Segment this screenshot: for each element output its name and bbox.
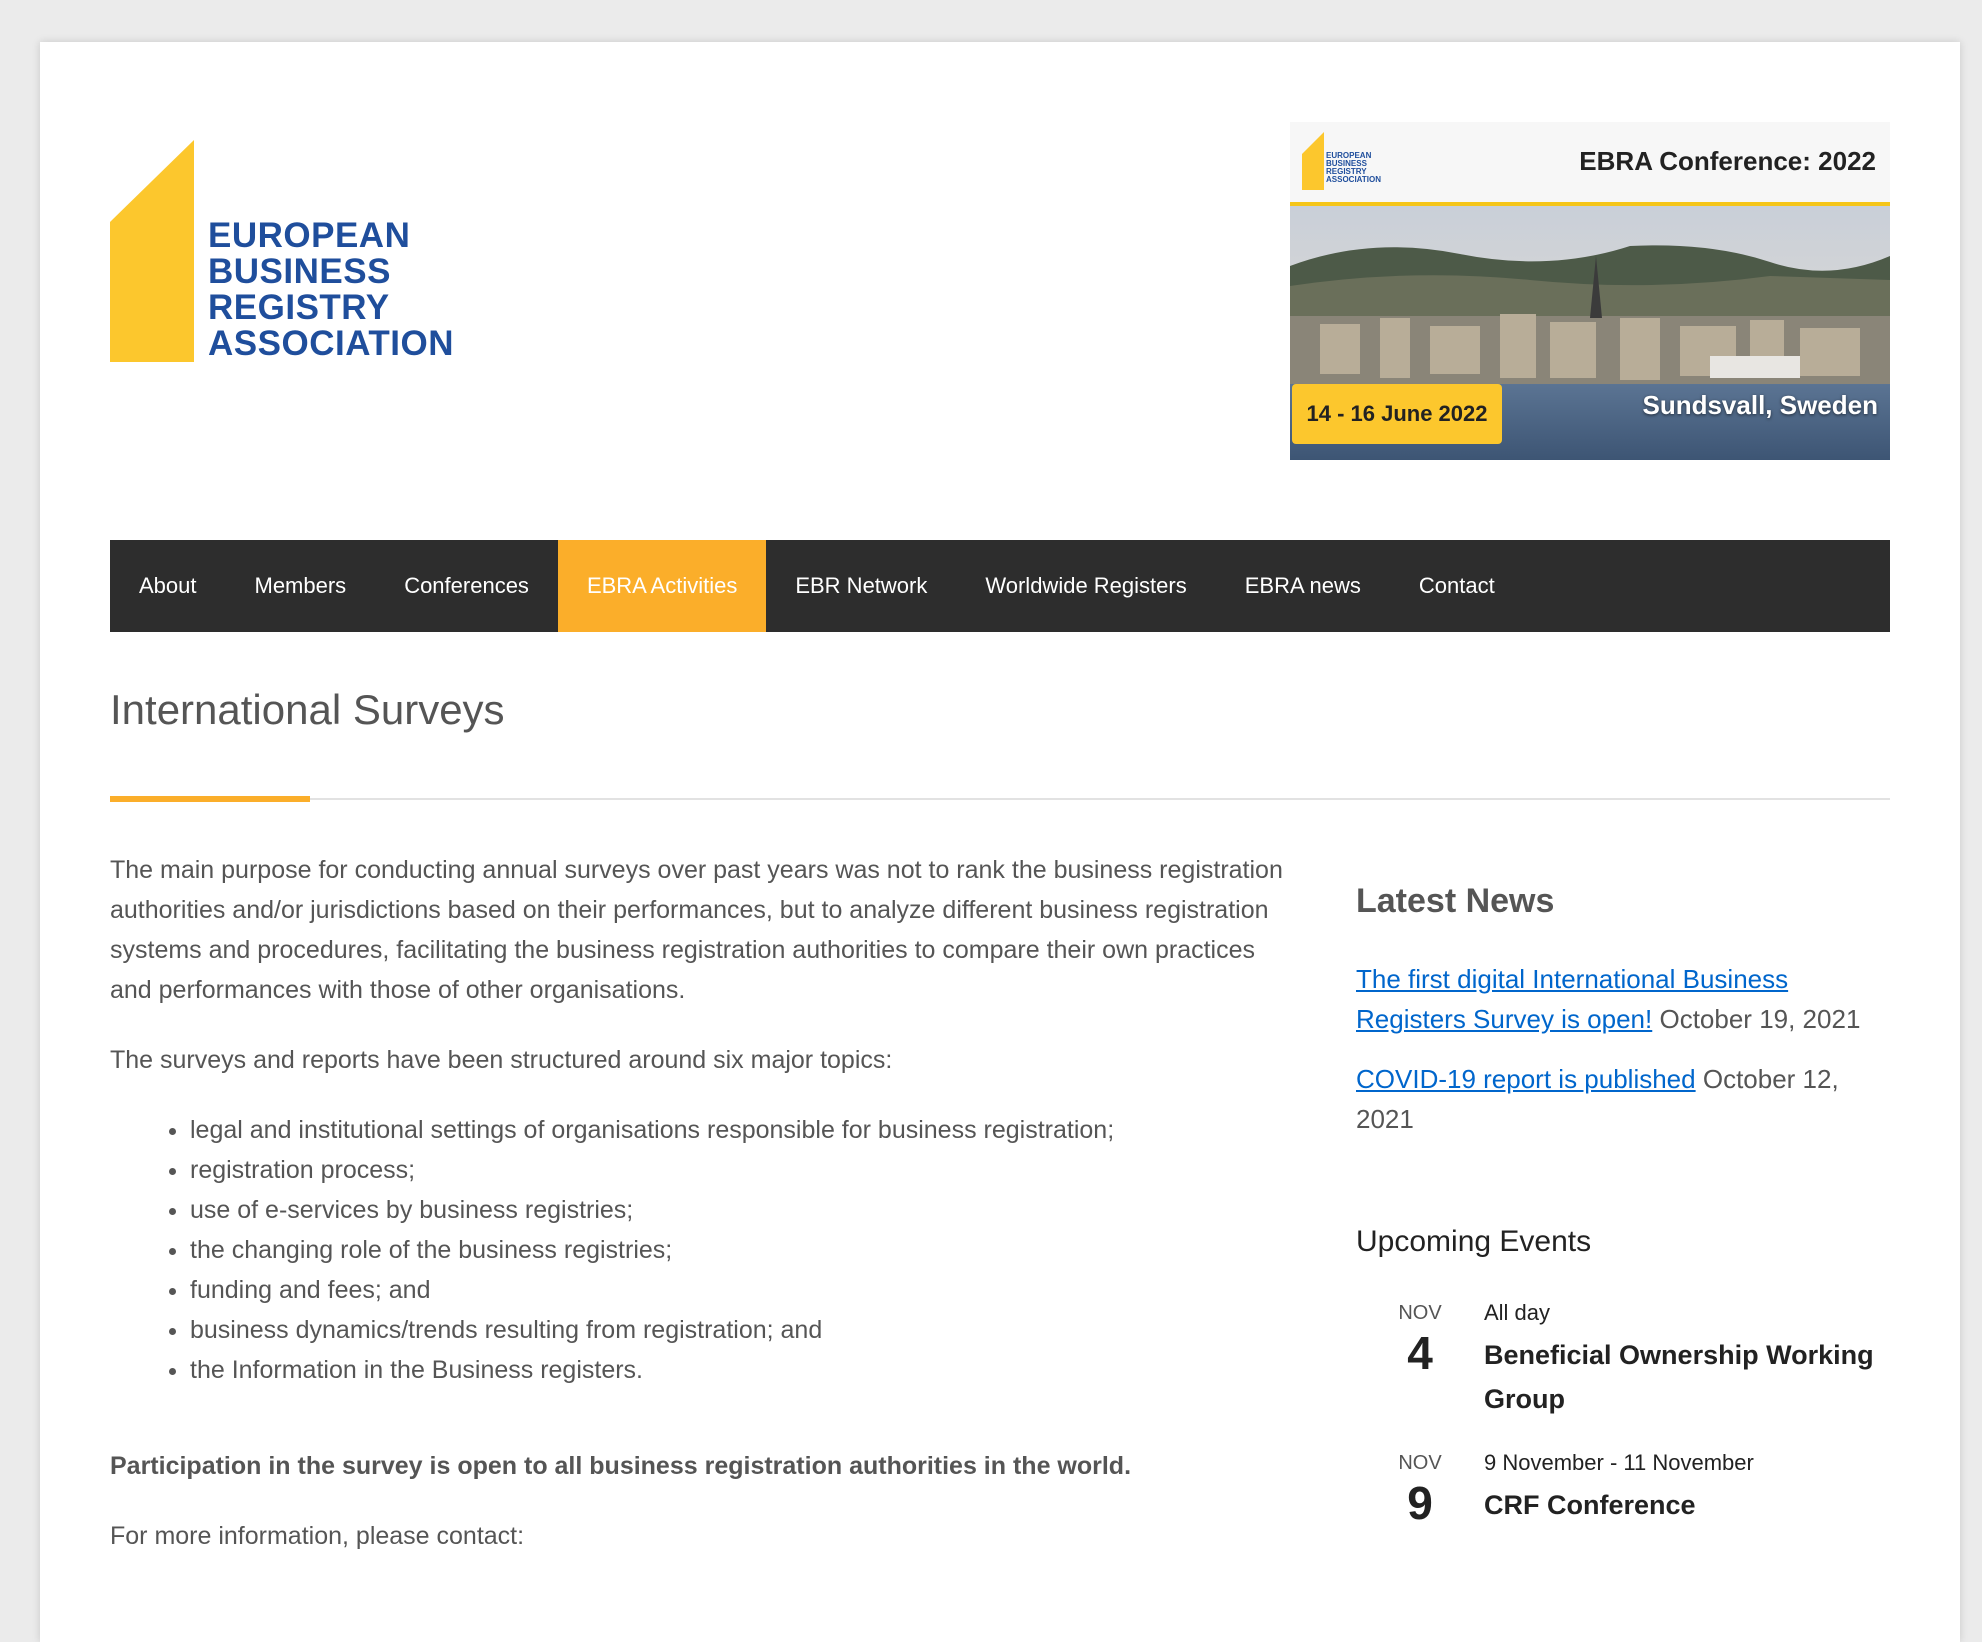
list-item: • business dynamics/trends resulting from registration; and: [190, 1310, 1290, 1350]
page: [40, 42, 1960, 1642]
contact-text: For more information, please contact:: [110, 1522, 525, 1550]
event-month: NOV: [1398, 1302, 1442, 1324]
nav-item-contact[interactable]: Contact: [1418, 573, 1495, 598]
topics-intro: The surveys and reports have been structured around six major topics:: [110, 1046, 893, 1074]
nav-item-ebra-activities[interactable]: EBRA Activities: [558, 540, 766, 632]
topics-list: [110, 1110, 1290, 1390]
banner-date: 14 - 16 June 2022: [1292, 384, 1502, 444]
event-time: All day: [1484, 1300, 1551, 1325]
nav-item-conferences[interactable]: Conferences: [404, 573, 529, 598]
site-logo[interactable]: [110, 140, 470, 370]
banner-logo-icon: [1302, 132, 1326, 192]
logo-line: REGISTRY: [208, 288, 390, 327]
banner-logo-line: REGISTRY: [1326, 167, 1367, 176]
event-item[interactable]: [1356, 1451, 1896, 1531]
nav-item-ebr-network[interactable]: EBR Network: [795, 573, 928, 598]
list-item: • funding and fees; and: [190, 1270, 1290, 1310]
nav-item-worldwide-registers[interactable]: Worldwide Registers: [985, 573, 1187, 598]
news-link[interactable]: COVID-19 report is published: [1356, 1064, 1696, 1094]
banner-logo-line: BUSINESS: [1326, 159, 1367, 168]
intro-paragraph: The main purpose for conducting annual surveys over past years was not to rank the business registration authorities and/or jurisdictions based on their performances, but to analyze different business registration systems and procedures, facilitating the business registration authorities to compare their own practices and performances with those of other organisations.: [110, 856, 1283, 1004]
news-date: October 19, 2021: [1659, 1004, 1861, 1034]
banner-location: Sundsvall, Sweden: [1642, 390, 1878, 420]
sidebar: [1356, 882, 1896, 1561]
event-title[interactable]: CRF Conference: [1484, 1490, 1696, 1520]
event-day: 4: [1407, 1327, 1433, 1379]
event-day: 9: [1407, 1477, 1433, 1529]
event-date: [1356, 1451, 1484, 1531]
upcoming-events-heading: Upcoming Events: [1356, 1225, 1592, 1258]
main-content: [110, 850, 1290, 1586]
nav-item-about[interactable]: About: [139, 573, 197, 598]
news-link[interactable]: The first digital International Business Registers Survey is open!: [1356, 964, 1789, 1034]
event-body: [1484, 1301, 1896, 1421]
nav-item-members[interactable]: Members: [254, 573, 347, 598]
list-item: • legal and institutional settings of organisations responsible for business registration;: [190, 1110, 1290, 1150]
event-month: NOV: [1398, 1452, 1442, 1474]
event-title[interactable]: Beneficial Ownership Working Group: [1484, 1340, 1874, 1414]
news-item: [1356, 959, 1896, 1039]
participation-note: Participation in the survey is open to all business registration authorities in the world.: [110, 1452, 1132, 1480]
event-time: 9 November - 11 November: [1484, 1450, 1754, 1475]
list-item: • the changing role of the business registries;: [190, 1230, 1290, 1270]
page-title: International Surveys: [110, 686, 505, 733]
list-item: • registration process;: [190, 1150, 1290, 1190]
list-item: • the Information in the Business registers.: [190, 1350, 1290, 1390]
banner-logo-line: EUROPEAN: [1326, 151, 1372, 160]
title-divider: [110, 798, 1890, 800]
logo-line: BUSINESS: [208, 252, 391, 291]
logo-line: ASSOCIATION: [208, 324, 454, 363]
title-accent-bar: [110, 796, 310, 802]
nav-item-ebra-news[interactable]: EBRA news: [1244, 573, 1361, 598]
conference-banner[interactable]: [1290, 122, 1890, 460]
event-date: [1356, 1301, 1484, 1421]
main-nav: [110, 540, 1890, 632]
list-item: • use of e-services by business registries;: [190, 1190, 1290, 1230]
logo-wordmark: [208, 218, 454, 362]
banner-logo-wordmark: [1326, 152, 1381, 184]
event-body: [1484, 1451, 1896, 1531]
news-item: [1356, 1059, 1896, 1139]
banner-title: EBRA Conference: 2022: [1579, 146, 1876, 176]
banner-logo-line: ASSOCIATION: [1326, 175, 1381, 184]
event-item[interactable]: [1356, 1301, 1896, 1421]
logo-line: EUROPEAN: [208, 216, 411, 255]
latest-news-heading: Latest News: [1356, 882, 1555, 920]
news-date: October 12, 2021: [1356, 1064, 1839, 1134]
logo-mark-icon: [110, 140, 200, 370]
